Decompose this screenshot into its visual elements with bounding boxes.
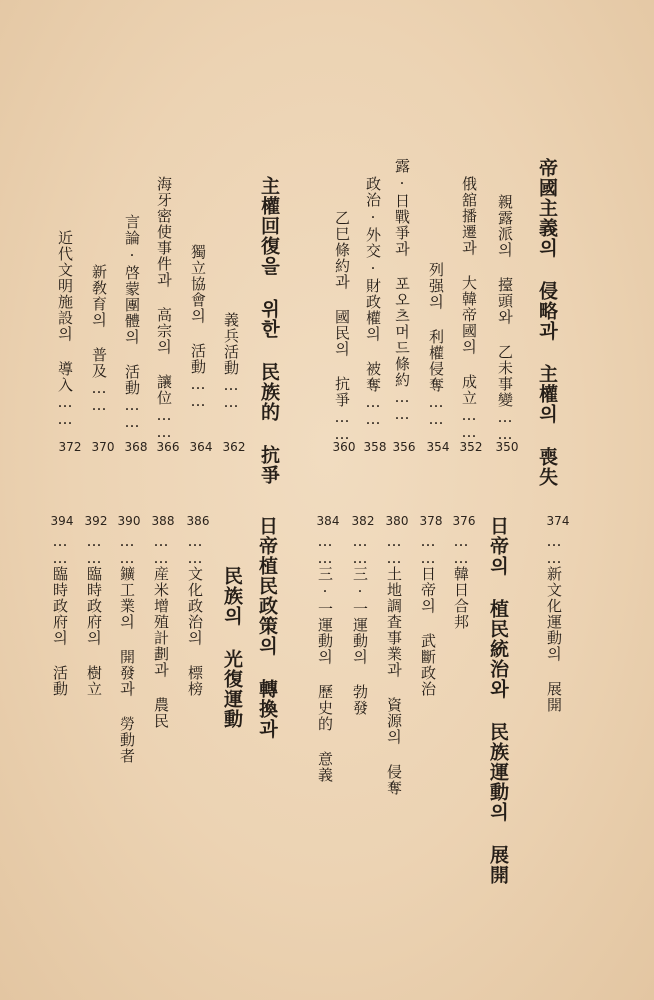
page-number: 368 (124, 440, 148, 454)
page-number: 390 (117, 514, 141, 528)
chapter-heading: 日帝의 植民統治와 民族運動의 展開 (487, 516, 509, 885)
toc-entry: 獨立協會의 活動…… (189, 244, 207, 409)
page-number: 354 (426, 440, 450, 454)
toc-entry: ……文化政治의 標榜 (186, 532, 204, 697)
page-number: 372 (58, 440, 82, 454)
page-number: 386 (186, 514, 210, 528)
chapter-heading-continued: 民族의 光復運動 (221, 566, 243, 729)
page-number: 350 (495, 440, 519, 454)
page-number: 366 (156, 440, 180, 454)
toc-entry: 俄舘播遷과 大韓帝國의 成立…… (460, 176, 478, 440)
toc-entry: 政治·外交·財政權의 被奪…… (364, 176, 382, 427)
toc-entry: 海牙密使事件과 高宗의 讓位…… (155, 176, 173, 440)
page-number: 374 (546, 514, 570, 528)
page-number: 358 (363, 440, 387, 454)
toc-entry: 列强의 利權侵奪…… (427, 262, 445, 427)
toc-entry: ……鑛工業의 開發과 勞動者 (118, 532, 136, 764)
page-number: 380 (385, 514, 409, 528)
page-number: 378 (419, 514, 443, 528)
toc-entry: ……新文化運動의 展開 (545, 532, 563, 713)
page-number: 382 (351, 514, 375, 528)
toc-entry: 近代文明施設의 導入…… (56, 230, 74, 427)
page-number: 360 (332, 440, 356, 454)
toc-entry: 露·日戰爭과 포오츠머드條約…… (393, 158, 411, 422)
page-number: 370 (91, 440, 115, 454)
toc-entry: 義兵活動…… (222, 312, 240, 410)
toc-entry: ……三·一運動의 勃發 (351, 532, 369, 716)
chapter-heading: 帝國主義의 侵略과 主權의 喪失 (536, 158, 558, 487)
page-number: 376 (452, 514, 476, 528)
toc-entry: 新敎育의 普及…… (90, 264, 108, 413)
toc-entry: ……日帝의 武斷政治 (419, 532, 437, 697)
toc-entry: ……臨時政府의 活動 (51, 532, 69, 697)
chapter-heading: 日帝植民政策의 轉換과 (256, 516, 278, 739)
page-number: 356 (392, 440, 416, 454)
page-number: 364 (189, 440, 213, 454)
toc-entry: ……臨時政府의 樹立 (85, 532, 103, 697)
toc-entry: 乙巳條約과 國民의 抗爭…… (333, 210, 351, 442)
toc-entry: 言論·啓蒙團體의 活動…… (123, 214, 141, 430)
toc-entry: ……三·一運動의 歷史的 意義 (316, 532, 334, 783)
toc-entry: ……韓日合邦 (452, 532, 470, 630)
toc-entry: 親露派의 擡頭와 乙未事變…… (496, 194, 514, 442)
toc-entry: ……土地調査事業과 資源의 侵奪 (385, 532, 403, 796)
page-number: 362 (222, 440, 246, 454)
page-number: 352 (459, 440, 483, 454)
chapter-heading: 主權回復을 위한 民族的 抗爭 (258, 176, 280, 485)
page-number: 388 (151, 514, 175, 528)
page-number: 384 (316, 514, 340, 528)
page-number: 394 (50, 514, 74, 528)
toc-entry: ……産米增殖計劃과 農民 (152, 532, 170, 729)
page-number: 392 (84, 514, 108, 528)
